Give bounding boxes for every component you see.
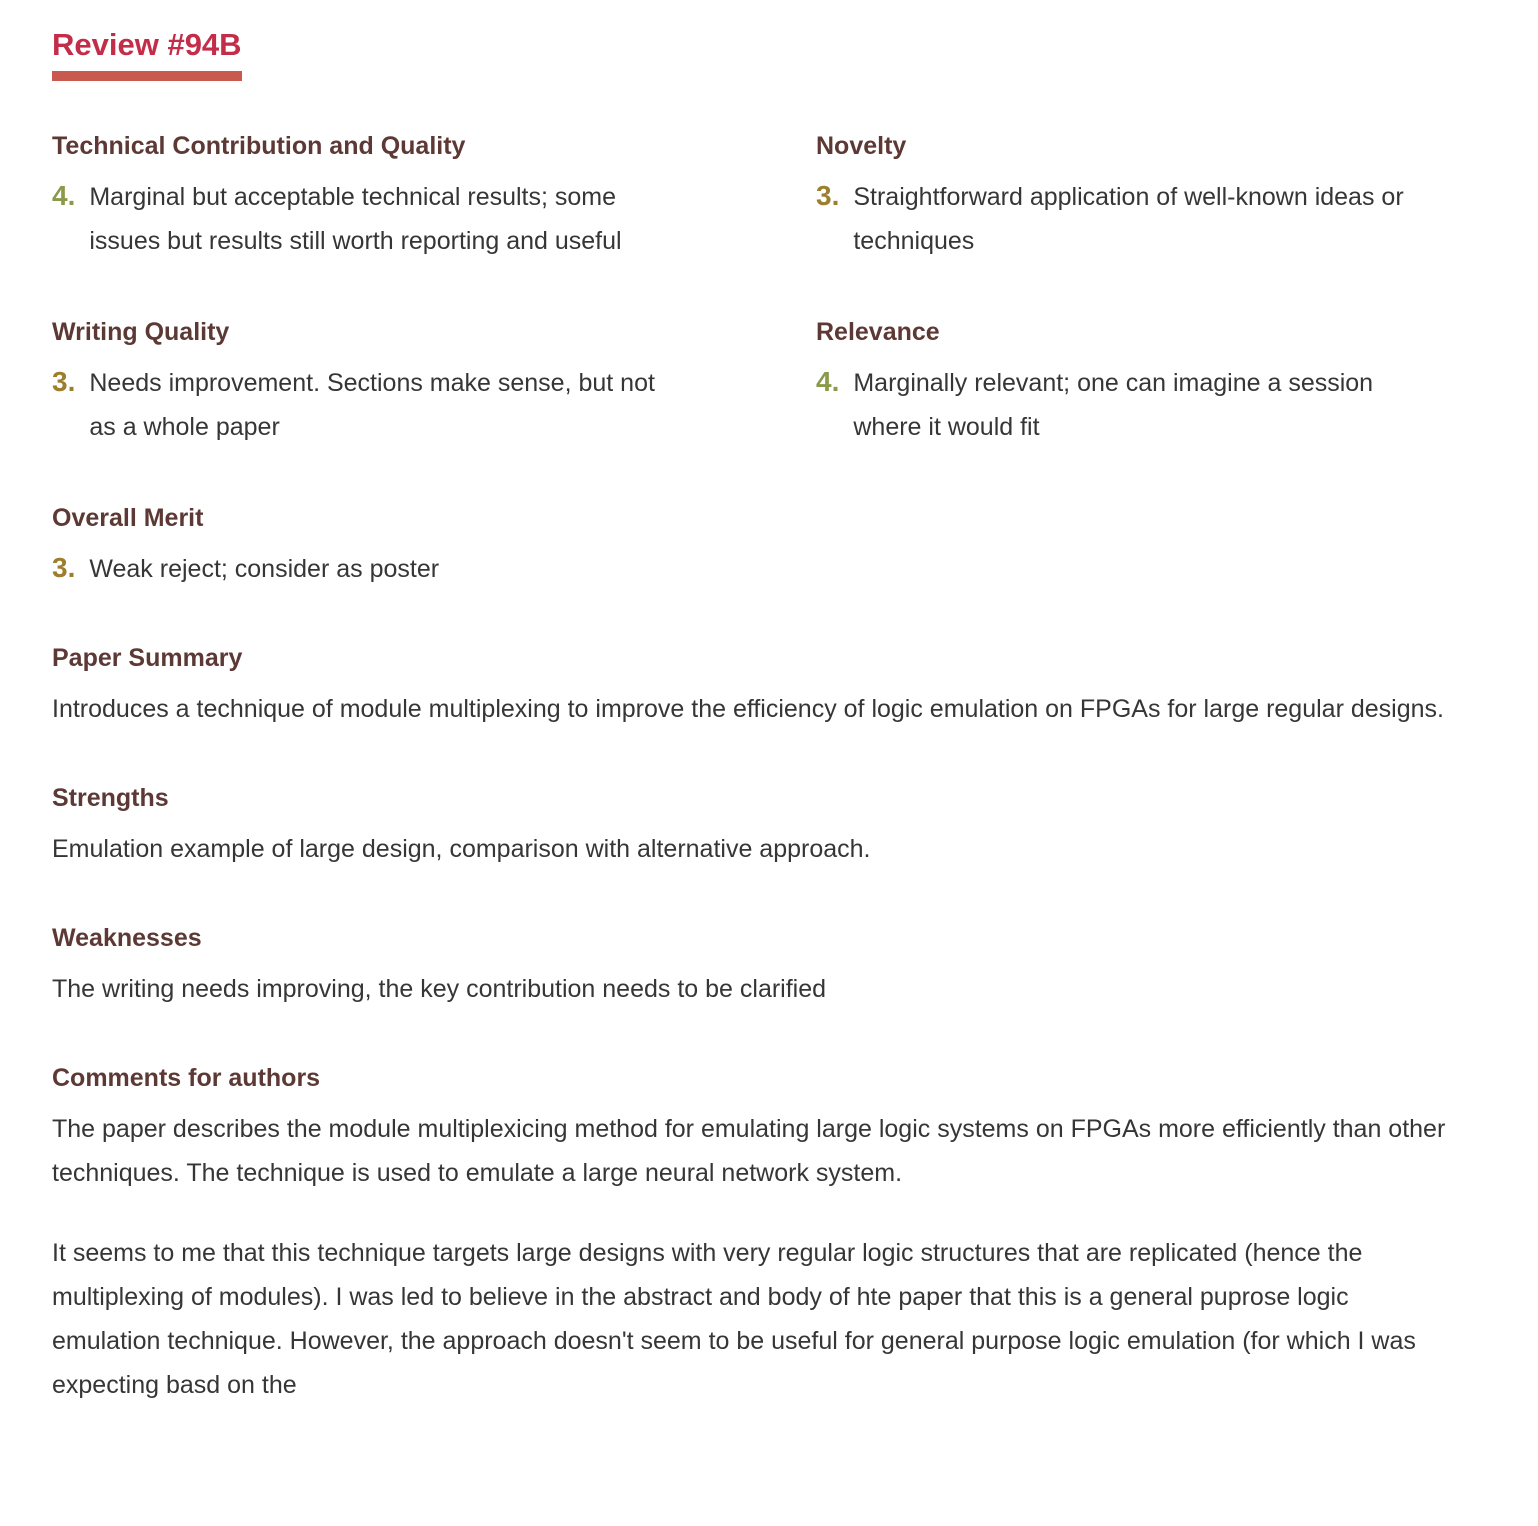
score-grid — [52, 131, 1490, 591]
field-label: Technical Contribution and Quality — [52, 132, 466, 161]
field-text: Introduces a technique of module multiplexing to improve the efficiency of logic emulation on FPGAs for large regular designs. — [52, 695, 1444, 724]
score-line — [52, 175, 816, 263]
field-label: Strengths — [52, 784, 169, 813]
score-line — [816, 175, 1490, 263]
field-label: Relevance — [816, 318, 940, 347]
field-text: Emulation example of large design, comparison with alternative approach. — [52, 835, 871, 864]
score-value: 4. — [52, 180, 76, 212]
score-description: Needs improvement. Sections make sense, but not as a whole paper — [89, 369, 655, 442]
score-value: 3. — [52, 552, 76, 584]
score-line — [52, 547, 816, 591]
score-description: Marginally relevant; one can imagine a session where it would fit — [853, 369, 1374, 442]
field-text: The paper describes the module multiplexicing method for emulating large logic systems on FPGAs more efficiently than other techniques. The technique is used to emulate a large neural network system. — [52, 1115, 1446, 1188]
score-description: Marginal but acceptable technical results; some issues but results still worth reporting and useful — [89, 183, 622, 256]
score-description: Weak reject; consider as poster — [89, 555, 440, 584]
field-label: Paper Summary — [52, 644, 243, 673]
review-title: Review #94B — [52, 26, 242, 81]
score-line — [52, 361, 816, 449]
score-field-writing-quality — [52, 317, 816, 449]
field-text: The writing needs improving, the key contribution needs to be clarified — [52, 975, 827, 1004]
field-label: Weaknesses — [52, 924, 202, 953]
score-field-novelty — [816, 131, 1490, 263]
text-field-comments-for-authors — [52, 1063, 1490, 1407]
text-field-paper-summary — [52, 643, 1490, 731]
field-text: It seems to me that this technique targets large designs with very regular logic structures that are replicated (hence the multiplexing of modules). I was led to believe in the abstract and body of hte paper that this is a general puprose logic emulation technique. However, the approach doesn't seem to be useful for general purpose logic emulation (for which I was expecting basd on the — [52, 1239, 1416, 1400]
score-line — [816, 361, 1490, 449]
text-field-weaknesses — [52, 923, 1490, 1011]
field-label: Overall Merit — [52, 504, 204, 533]
score-value: 3. — [52, 366, 76, 398]
score-field-relevance — [816, 317, 1490, 449]
field-label: Writing Quality — [52, 318, 230, 347]
score-value: 3. — [816, 180, 840, 212]
field-label: Novelty — [816, 132, 907, 161]
score-description: Straightforward application of well-known ideas or techniques — [853, 183, 1404, 256]
score-field-overall-merit — [52, 503, 816, 591]
score-field-technical-contribution-and-quality — [52, 131, 816, 263]
field-label: Comments for authors — [52, 1064, 321, 1093]
text-field-strengths — [52, 783, 1490, 871]
score-value: 4. — [816, 366, 840, 398]
